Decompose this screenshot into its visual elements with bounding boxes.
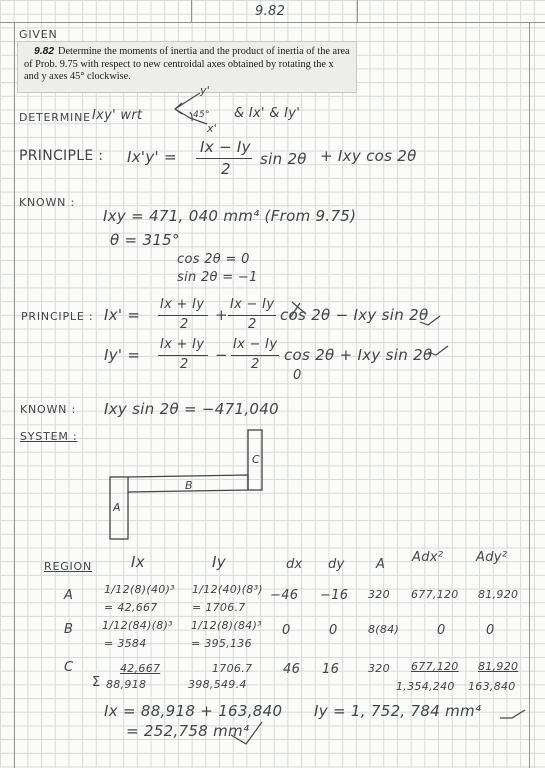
row-iy-value: = 1706.7: [192, 601, 246, 614]
ix-result-line2: = 252,758 mm⁴: [126, 722, 250, 740]
principle1-denominator: 2: [221, 160, 231, 178]
row-region: B: [64, 622, 74, 637]
row-region: C: [64, 660, 74, 675]
row-iy-formula: 1/12(8)(84)³: [191, 619, 262, 632]
principle1-sin: sin 2θ: [260, 150, 307, 168]
row-iy-formula: 1706.7: [212, 662, 253, 675]
known1-sin: sin 2θ = −1: [177, 270, 258, 285]
iy-op: −: [215, 346, 228, 364]
iy-frac2-num: Ix − Iy: [233, 337, 278, 352]
known1-label: KNOWN :: [19, 196, 76, 209]
sum-ady2: 163,840: [468, 680, 516, 693]
row-dy: −16: [320, 588, 349, 603]
row-ix-value: = 42,667: [104, 601, 158, 614]
col-ady2: Ady²: [476, 550, 508, 565]
row-adx2: 0: [437, 623, 446, 638]
col-iy: Iy: [212, 553, 226, 571]
row-ady2: 0: [486, 623, 495, 638]
row-dx: 0: [282, 623, 291, 638]
col-ix: Ix: [131, 553, 145, 571]
principle1-lhs: Ix'y' =: [127, 148, 177, 166]
given-label: GIVEN: [19, 28, 58, 41]
row-a: 8(84): [368, 623, 400, 636]
ix-frac1-den: 2: [180, 317, 189, 332]
ix-prime-rest: cos 2θ − Ixy sin 2θ: [280, 306, 429, 324]
sum-ix: 88,918: [106, 678, 147, 691]
row-a: 320: [368, 662, 390, 675]
problem-number: 9.82: [34, 46, 55, 57]
principle1-label: PRINCIPLE :: [19, 148, 104, 164]
row-dy: 0: [329, 623, 338, 638]
row-ix-value: = 3584: [104, 637, 147, 650]
col-dy: dy: [328, 557, 345, 572]
known2-label: KNOWN :: [20, 403, 77, 416]
sum-iy: 398,549.4: [188, 678, 247, 691]
row-ix-formula: 42,667: [120, 662, 161, 675]
row-ady2: 81,920: [478, 660, 519, 673]
iy-frac1-den: 2: [180, 357, 189, 372]
rotation-angle-label: 45°: [193, 110, 210, 120]
determine-and-text: & Ix' & Iy': [234, 106, 301, 121]
row-dx: 46: [283, 662, 301, 677]
row-adx2: 677,120: [411, 588, 459, 601]
row-ix-formula: 1/12(8)(40)³: [104, 583, 175, 596]
iy-prime-lhs: Iy' =: [104, 346, 141, 364]
row-iy-value: = 395,136: [191, 637, 252, 650]
problem-text: Determine the moments of inertia and the product of inertia of the area of Prob. 9.75 with respect to new centroidal axes obtained by rotating the x and y axes 45° clockwise.: [24, 46, 350, 82]
region-b-label: B: [185, 479, 193, 492]
axis-x-prime-label: x': [207, 122, 218, 135]
known1-cos: cos 2θ = 0: [177, 252, 250, 267]
ix-op: +: [215, 306, 228, 324]
principle2-label: PRINCIPLE :: [21, 310, 94, 323]
col-adx2: Adx²: [412, 550, 444, 565]
known1-ixy: Ixy = 471, 040 mm⁴ (From 9.75): [103, 207, 357, 225]
row-dy: 16: [322, 662, 340, 677]
row-region: A: [64, 588, 74, 603]
row-a: 320: [368, 588, 390, 601]
known1-theta: θ = 315°: [110, 231, 180, 249]
col-region: REGION: [44, 560, 93, 573]
principle1-numerator: Ix − Iy: [200, 138, 251, 156]
ix-frac1-num: Ix + Iy: [160, 297, 205, 312]
determine-text: Ixy' wrt: [92, 108, 143, 123]
ix-frac2-num: Ix − Iy: [230, 297, 275, 312]
known2-text: Ixy sin 2θ = −471,040: [104, 400, 279, 418]
col-a: A: [376, 557, 386, 572]
determine-label: DETERMINE: [19, 111, 91, 124]
region-a-label: A: [113, 501, 121, 514]
iy-result: Iy = 1, 752, 784 mm⁴: [314, 702, 482, 720]
axis-y-prime-label: y': [200, 84, 211, 97]
iy-frac1-num: Ix + Iy: [160, 337, 205, 352]
iy-frac2-den: 2: [251, 357, 260, 372]
principle1-rest: + Ixy cos 2θ: [320, 147, 417, 165]
col-dx: dx: [286, 557, 303, 572]
ix-prime-lhs: Ix' =: [104, 306, 141, 324]
ix-result-line1: Ix = 88,918 + 163,840: [104, 702, 283, 720]
row-iy-formula: 1/12(40)(8³): [192, 583, 263, 596]
row-adx2: 677,120: [411, 660, 459, 673]
row-ix-formula: 1/12(84)(8)³: [102, 619, 173, 632]
strike-zero: 0: [293, 368, 302, 383]
sum-adx2: 1,354,240: [396, 680, 455, 693]
region-c-label: C: [252, 453, 260, 466]
row-dx: −46: [270, 588, 299, 603]
system-label: SYSTEM :: [20, 430, 78, 443]
ix-frac2-den: 2: [248, 317, 257, 332]
header-problem-number: 9.82: [255, 4, 286, 19]
row-ady2: 81,920: [478, 588, 519, 601]
sigma-symbol: Σ: [92, 675, 101, 690]
iy-prime-rest: cos 2θ + Ixy sin 2θ: [284, 346, 433, 364]
